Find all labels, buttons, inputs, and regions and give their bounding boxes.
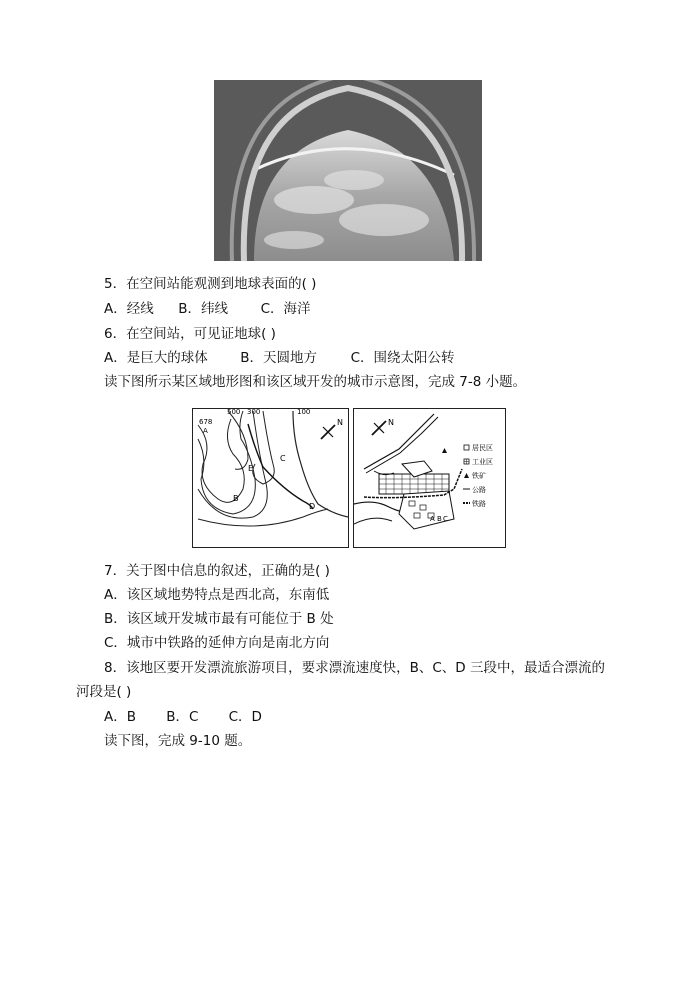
- earth-window-photo: [214, 80, 482, 261]
- q7-stem: 7．关于图中信息的叙述，正确的是( ): [104, 563, 330, 579]
- contour-label-500: 500: [227, 409, 241, 416]
- legend-residential: 居民区: [472, 444, 493, 452]
- q8-stem-line2: 河段是( ): [76, 684, 132, 700]
- q5-option-c[interactable]: C．海洋: [260, 301, 311, 317]
- north-arrow-icon: [372, 421, 386, 435]
- q8-stem-line1: 8．该地区要开发漂流旅游项目，要求漂流速度快，B、C、D 三段中，最适合漂流的: [104, 660, 605, 676]
- place-a: A: [430, 515, 435, 523]
- q7-option-b[interactable]: B．该区域开发城市最有可能位于 B 处: [104, 611, 334, 627]
- legend-road: 公路: [472, 486, 486, 494]
- legend-rail: 铁路: [472, 500, 486, 508]
- topographic-map: [192, 408, 349, 548]
- place-b: B: [437, 515, 442, 523]
- iron-mine-icon: [442, 448, 447, 453]
- point-c: C: [280, 454, 286, 463]
- place-c: C: [443, 515, 448, 523]
- q7-option-a[interactable]: A．该区域地势特点是西北高，东南低: [104, 587, 330, 603]
- point-b: B: [233, 494, 239, 503]
- q5-options: [104, 300, 311, 318]
- legend-residential-icon: [464, 445, 469, 450]
- point-e: E: [248, 464, 254, 473]
- contour-label-100: 100: [297, 409, 311, 416]
- q6-option-b[interactable]: B．天圆地方: [240, 350, 318, 366]
- q6-options: [104, 349, 455, 367]
- q5-stem: 5．在空间站能观测到地球表面的( ): [104, 276, 317, 292]
- q5-option-a[interactable]: A．经线: [104, 301, 154, 317]
- legend-iron-icon: [464, 473, 469, 478]
- legend-industrial: 工业区: [472, 458, 493, 466]
- peak-elevation: 678: [199, 418, 213, 426]
- north-arrow-icon: [321, 425, 335, 439]
- q5-option-b[interactable]: B．纬线: [178, 301, 229, 317]
- q6-option-a[interactable]: A．是巨大的球体: [104, 350, 208, 366]
- city-map: [353, 408, 506, 548]
- point-a: A: [203, 427, 208, 435]
- q8-option-b[interactable]: B．C: [166, 709, 199, 725]
- q8-options: [104, 708, 262, 726]
- north-label-1: N: [337, 418, 343, 427]
- contour-label-300: 300: [247, 409, 261, 416]
- north-label-2: N: [388, 418, 394, 427]
- q7-option-c[interactable]: C．城市中铁路的延伸方向是南北方向: [104, 635, 330, 651]
- legend-iron: 铁矿: [472, 472, 486, 480]
- maps-figure: [192, 408, 506, 548]
- earth-window-illustration: [214, 80, 482, 261]
- q6-stem: 6．在空间站，可见证地球( ): [104, 326, 276, 342]
- intro-9-10: 读下图，完成 9-10 题。: [104, 733, 252, 749]
- point-d: D: [309, 502, 316, 511]
- intro-7-8: 读下图所示某区域地形图和该区域开发的城市示意图，完成 7-8 小题。: [104, 374, 527, 390]
- q8-option-a[interactable]: A．B: [104, 709, 136, 725]
- q8-option-c[interactable]: C．D: [228, 709, 262, 725]
- q6-option-c[interactable]: C．围绕太阳公转: [350, 350, 455, 366]
